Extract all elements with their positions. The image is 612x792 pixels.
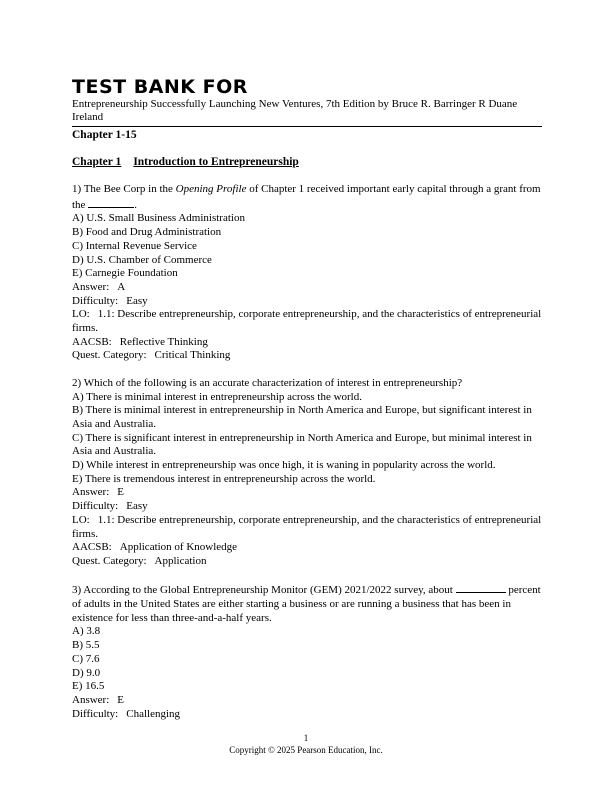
page-number: 1 [303,733,309,743]
lo-line: LO: 1.1: Describe entrepreneurship, corporate entrepreneurship, and the characteristics of entrepreneurial firms. [72,513,542,540]
question-3 [72,582,542,721]
difficulty-line: Difficulty: Easy [72,500,148,513]
chapter-number: Chapter 1 [72,156,122,168]
option: E) 16.5 [72,680,105,693]
category-line: Quest. Category: Application [72,554,207,567]
question-list [72,183,542,735]
chapter-name: Introduction to Entrepreneurship [133,156,299,168]
chapter-heading [72,155,299,169]
option: B) There is minimal interest in entrepreneurship in North America and Europe, but significant interest in Asia and Australia. [72,404,532,430]
copyright: Copyright © 2025 Pearson Education, Inc. [229,745,383,755]
test-bank-title: TEST BANK FOR [72,76,248,98]
question-2 [72,377,542,569]
difficulty-line: Difficulty: Easy [72,294,148,307]
option: A) U.S. Small Business Administration [72,212,245,225]
option: D) U.S. Chamber of Commerce [72,253,212,266]
question-stem: 2) Which of the following is an accurate characterization of interest in entrepreneurship? [72,376,463,389]
answer-blank [456,582,506,593]
question-1 [72,183,542,363]
option: E) Carnegie Foundation [72,267,178,280]
option: C) Internal Revenue Service [72,239,197,252]
option: C) There is significant interest in entrepreneurship in North America and Europe, but minimal interest in Asia and Australia. [72,431,532,458]
answer-line: Answer: A [72,280,126,293]
option: A) 3.8 [72,625,101,638]
option: D) 9.0 [72,666,101,679]
answer-line: Answer: E [72,693,125,706]
question-stem: 1) The Bee Corp in the Opening Profile of Chapter 1 received important early capital through a grant from the . [72,183,541,211]
question-stem: 3) According to the Global Entrepreneurship Monitor (GEM) 2021/2022 survey, about percent of adults in the United States are either starting a business or are running a business that has been in existence for less than three-and-a-half years. [72,584,541,624]
aacsb-line: AACSB: Reflective Thinking [72,335,208,348]
answer-line: Answer: E [72,486,125,499]
difficulty-line: Difficulty: Challenging [72,707,181,720]
option: B) Food and Drug Administration [72,226,222,239]
option: E) There is tremendous interest in entrepreneurship across the world. [72,472,376,485]
answer-blank [88,197,134,208]
option: C) 7.6 [72,652,100,665]
aacsb-line: AACSB: Application of Knowledge [72,541,238,554]
option: B) 5.5 [72,639,100,652]
lo-line: LO: 1.1: Describe entrepreneurship, corporate entrepreneurship, and the characteristics of entrepreneurial firms. [72,308,542,335]
category-line: Quest. Category: Critical Thinking [72,349,231,362]
book-title: Entrepreneurship Successfully Launching New Ventures, 7th Edition by Bruce R. Barringer R Duane Ireland [72,98,518,123]
chapter-range: Chapter 1-15 [72,129,137,141]
option: A) There is minimal interest in entrepreneurship across the world. [72,390,362,403]
header-rule [72,126,542,127]
option: D) While interest in entrepreneurship was once high, it is waning in popularity across the world. [72,459,496,472]
